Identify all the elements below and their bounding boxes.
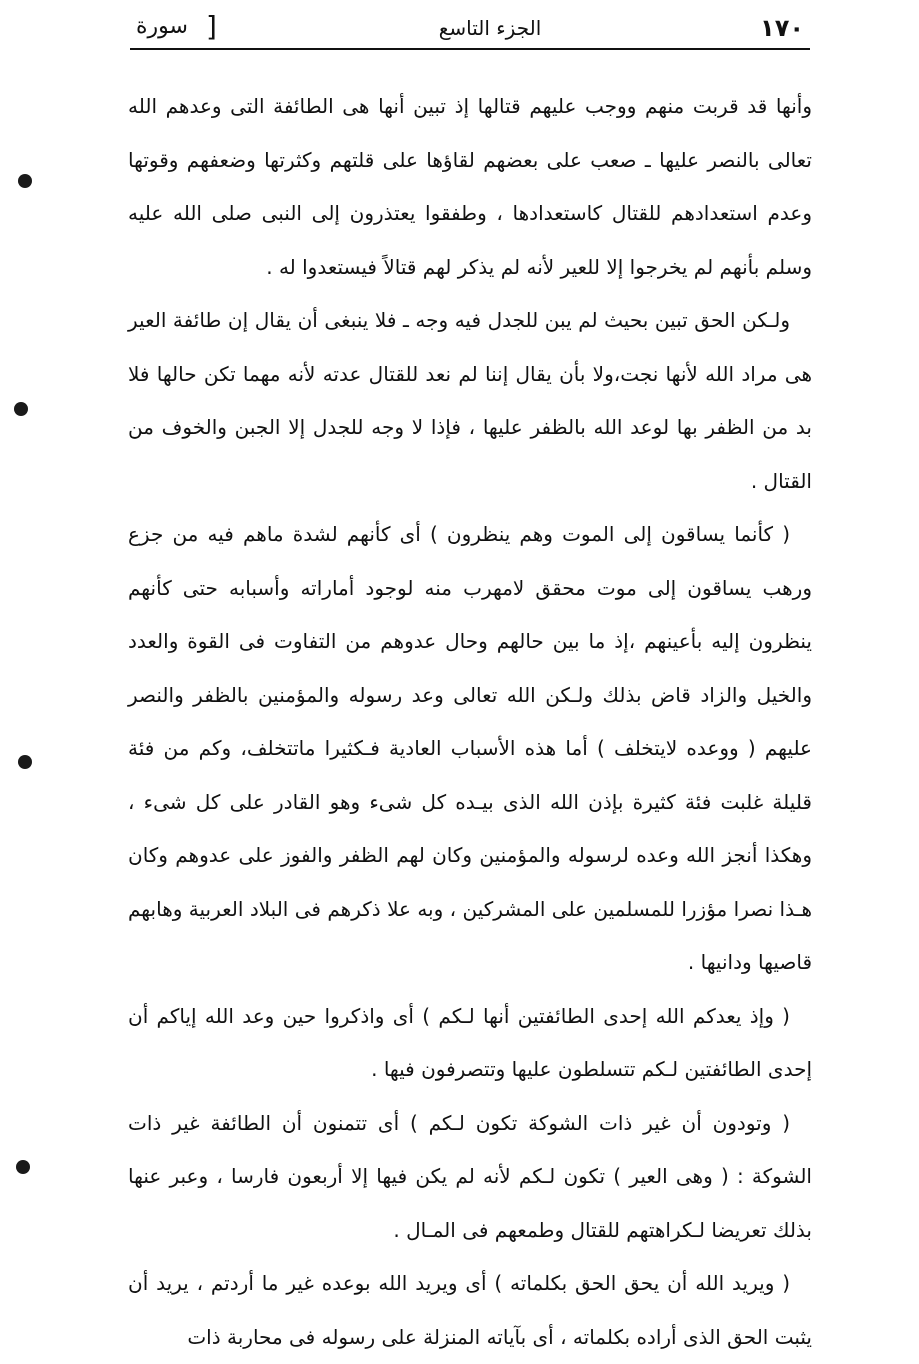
paragraph-3: ( كأنما يساقون إلى الموت وهم ينظرون ) أى كأنهم لشدة ماهم فيه من جزع ورهب يساقون إلى موت محقق لامهرب منه لوجود أماراته وأسبابه حتى كأنهم ينظرون إليه بأعينهم ،إذ ما بين حالهم وحال عدوهم من التفاوت فى القوة والعدد والخيل والزاد قاض بذلك ولـكن الله تعالى وعد رسوله والمؤمنين بالظفر والنصر عليهم ( ووعده لايتخلف ) أما هذه الأسباب العادية فـكثيرا ماتتخلف، وكم من فئة قليلة غلبت فئة كثيرة بإذن الله الذى بيـده كل شىء وهو القادر على كل شىء ، وهكذا أنجز الله وعده لرسوله والمؤمنين وكان لهم الظفر والفوز على عدوهم وكان هـذا نصرا مؤزرا للمسلمين على المشركين ، وبه علا ذكرهم فى البلاد العربية وهابهم قاصيها ودانيها . (128, 522, 812, 974)
page-number: ١٧٠ (760, 14, 804, 42)
running-title: الجزء التاسع (438, 16, 542, 40)
ink-blot (14, 402, 28, 416)
page-body (128, 80, 812, 1364)
page-header (130, 10, 810, 50)
paragraph-4: ( وإذ يعدكم الله إحدى الطائفتين أنها لـكم ) أى واذكروا حين وعد الله إياكم أن إحدى الطائفتين لـكم تتسلطون عليها وتتصرفون فيها . (128, 1003, 812, 1081)
paragraph-5: ( وتودون أن غير ذات الشوكة تكون لـكم ) أى تتمنون أن الطائفة غير ذات الشوكة : ( وهى العير ) تكون لـكم لأنه لم يكن فيها إلا أربعون فارسا ، وعبر عنها بذلك تعريضا لـكراهتهم للقتال وطمعهم فى المـال . (128, 1110, 812, 1242)
surah-bracket: ] (206, 10, 217, 43)
paragraph-2: ولـكن الحق تبين بحيث لم يبن للجدل فيه وجه ـ فلا ينبغى أن يقال إن طائفة العير هى مراد الله لأنها نجت،ولا بأن يقال إننا لم نعد للقتال عدته لأنه مهما تكن حالها فلا بد من الظفر بها لوعد الله بالظفر عليها ، فإذا لا وجه للجدل إلا الجبن والخوف من القتال . (128, 308, 812, 493)
header-rule (130, 48, 810, 50)
paragraph-6: ( ويريد الله أن يحق الحق بكلماته ) أى ويريد الله بوعده غير ما أردتم ، يريد أن يثبت الحق الذى أراده بكلماته ، أى بآياته المنزلة على رسوله فى محاربة ذات (128, 1271, 812, 1349)
paragraph-1: وأنها قد قربت منهم ووجب عليهم قتالها إذ تبين أنها هى الطائفة التى وعدهم الله تعالى بالنصر عليها ـ صعب على بعضهم لقاؤها على قلتهم وكثرتها وضعفهم وقوتها وعدم استعدادهم للقتال كاستعدادها ، وطفقوا يعتذرون إلى النبى صلى الله عليه وسلم بأنهم لم يخرجوا إلا للعير لأنه لم يذكر لهم قتالاً فيستعدوا له . (128, 94, 812, 279)
ink-blot (18, 755, 32, 769)
surah-label: سورة (136, 14, 188, 39)
ink-blot (18, 174, 32, 188)
ink-blot (16, 1160, 30, 1174)
